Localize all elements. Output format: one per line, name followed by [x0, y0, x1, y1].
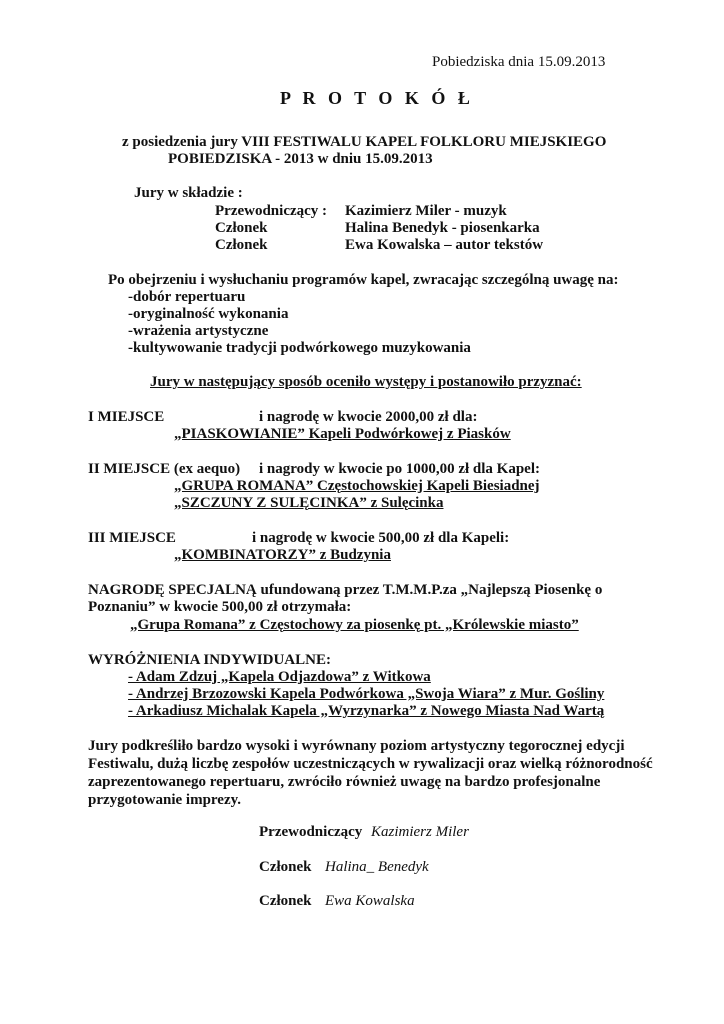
place-date: Pobiedziska dnia 15.09.2013 — [432, 54, 606, 70]
second-place-winner: „SZCZUNY Z SULĘCINKA” z Sulęcinka — [174, 495, 444, 511]
special-prize-line-1: NAGRODĘ SPECJALNĄ ufundowaną przez T.M.M.P.za „Najlepszą Piosenkę o — [88, 582, 603, 598]
intro-line-2: POBIEDZISKA - 2013 w dniu 15.09.2013 — [168, 151, 433, 167]
criteria-item: -kultywowanie tradycji podwórkowego muzykowania — [128, 340, 471, 356]
closing-line: zaprezentowanego repertuaru, zwróciło również uwagę na bardzo profesjonalne — [88, 774, 601, 790]
jury-name-member-1: Halina Benedyk - piosenkarka — [345, 220, 540, 236]
jury-name-member-2: Ewa Kowalska – autor tekstów — [345, 237, 544, 253]
criteria-item: -wrażenia artystyczne — [128, 323, 269, 339]
intro-line-1: z posiedzenia jury VIII FESTIWALU KAPEL FOLKLORU MIEJSKIEGO — [122, 134, 607, 150]
signature-role-member-2: Członek — [259, 893, 312, 909]
second-place-label: II MIEJSCE (ex aequo) — [88, 461, 241, 477]
third-place-winner: „KOMBINATORZY” z Budzynia — [174, 547, 391, 563]
first-place-label: I MIEJSCE — [88, 409, 165, 425]
criteria-item: -oryginalność wykonania — [128, 306, 289, 322]
signature-role-chair: Przewodniczący — [259, 824, 363, 840]
document-title: P R O T O K Ó Ł — [280, 88, 474, 108]
third-place-label: III MIEJSCE — [88, 530, 176, 546]
criteria-item: -dobór repertuaru — [128, 289, 246, 305]
signature-name-chair: Kazimierz Miler — [371, 824, 469, 840]
jury-role-member-2: Członek — [215, 237, 268, 253]
special-prize-winner: „Grupa Romana” z Częstochowy za piosenkę pt. „Królewskie miasto” — [130, 617, 579, 633]
closing-line: Festiwalu, dużą liczbę zespołów uczestniczących w rywalizacji oraz wielką różnorodność — [88, 756, 653, 772]
second-place-prize: i nagrody w kwocie po 1000,00 zł dla Kapel: — [259, 461, 540, 477]
first-place-prize: i nagrodę w kwocie 2000,00 zł dla: — [259, 409, 478, 425]
jury-role-chair: Przewodniczący : — [215, 203, 328, 219]
jury-role-member-1: Członek — [215, 220, 268, 236]
signature-name-member-1: Halina_ Benedyk — [325, 859, 429, 875]
individual-item: - Adam Zdzuj „Kapela Odjazdowa” z Witkowa — [128, 669, 431, 685]
closing-line: przygotowanie imprezy. — [88, 792, 242, 808]
individual-item: - Andrzej Brzozowski Kapela Podwórkowa „Swoja Wiara” z Mur. Gośliny — [128, 686, 605, 702]
signature-role-member-1: Członek — [259, 859, 312, 875]
jury-name-chair: Kazimierz Miler - muzyk — [345, 203, 507, 219]
second-place-winner: „GRUPA ROMANA” Częstochowskiej Kapeli Biesiadnej — [174, 478, 540, 494]
decision-heading: Jury w następujący sposób oceniło występy i postanowiło przyznać: — [150, 374, 582, 390]
closing-line: Jury podkreśliło bardzo wysoki i wyrównany poziom artystyczny tegorocznej edycji — [88, 738, 625, 754]
individual-heading: WYRÓŻNIENIA INDYWIDUALNE: — [88, 652, 331, 668]
first-place-winner: „PIASKOWIANIE” Kapeli Podwórkowej z Piasków — [174, 426, 511, 442]
third-place-prize: i nagrodę w kwocie 500,00 zł dla Kapeli: — [252, 530, 510, 546]
signature-name-member-2: Ewa Kowalska — [325, 893, 415, 909]
individual-item: - Arkadiusz Michalak Kapela „Wyrzynarka” z Nowego Miasta Nad Wartą — [128, 703, 605, 719]
special-prize-line-2: Poznaniu” w kwocie 500,00 zł otrzymała: — [88, 599, 352, 615]
jury-heading: Jury w składzie : — [134, 185, 243, 201]
criteria-intro: Po obejrzeniu i wysłuchaniu programów kapel, zwracając szczególną uwagę na: — [108, 272, 619, 288]
